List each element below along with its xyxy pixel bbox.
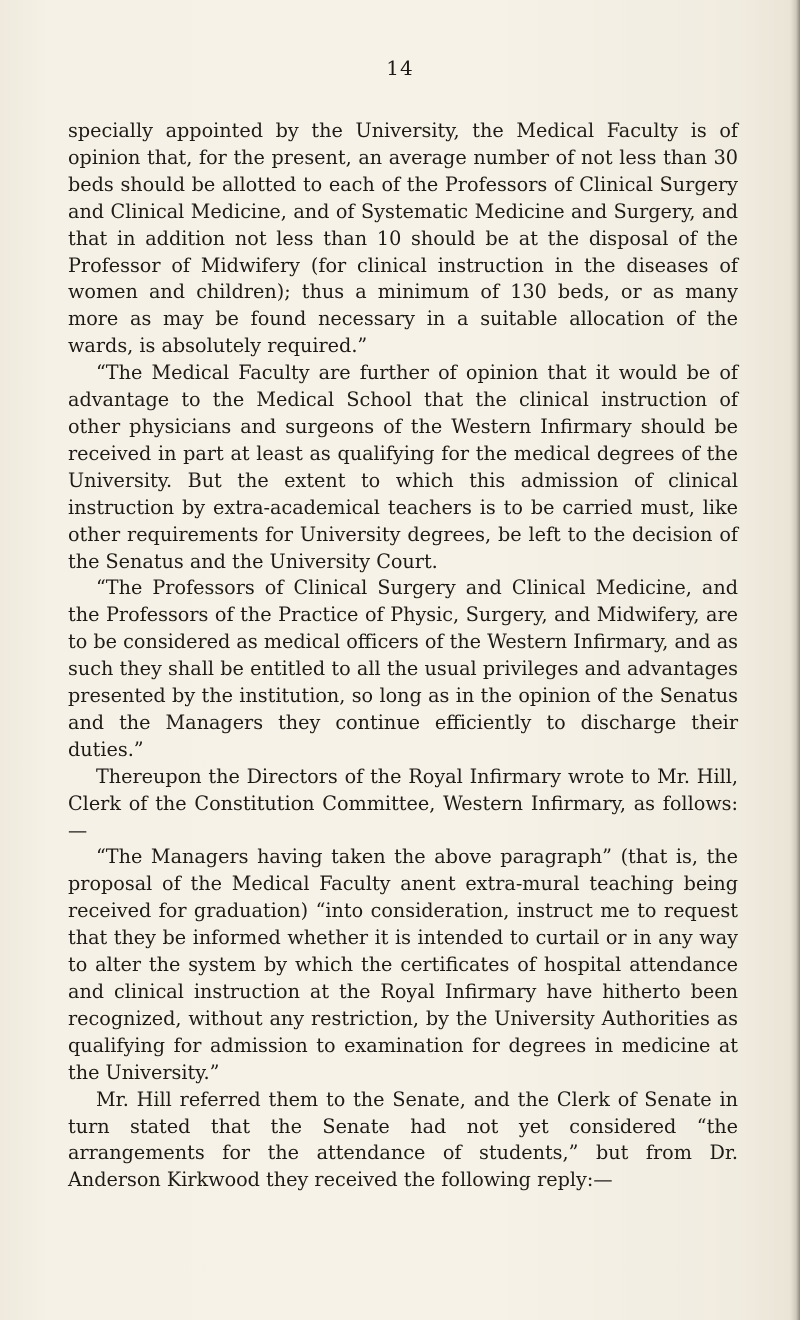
body-text: [68, 118, 738, 1194]
paragraph: specially appointed by the University, the Medical Faculty is of opinion that, for the present, an average number of not less than 30 beds should be allotted to each of the Professors of Clinical Surgery and Clinical Medicine, and of Systematic Medicine and Surgery, and that in addition not less than 10 should be at the disposal of the Professor of Midwifery (for clinical instruction in the diseases of women and children); thus a minimum of 130 beds, or as many more as may be found necessary in a suitable allocation of the wards, is absolutely required.”: [68, 119, 738, 358]
paragraph: Thereupon the Directors of the Royal Infirmary wrote to Mr. Hill, Clerk of the Constitution Committee, Western Infirmary, as follows:—: [68, 764, 738, 842]
page-edge-shadow: [790, 0, 800, 1320]
paragraph: Mr. Hill referred them to the Senate, and the Clerk of Senate in turn stated that the Senate had not yet considered “the arrangements for the attendance of students,” but from Dr. Anderson Kirkwood they received the following reply:—: [68, 1087, 738, 1192]
page-number: 14: [386, 56, 414, 80]
paragraph: “The Managers having taken the above paragraph” (that is, the proposal of the Medical Faculty anent extra-mural teaching being received for graduation) “into consideration, instruct me to request that they be informed whether it is intended to curtail or in any way to alter the system by which the certificates of hospital attendance and clinical instruction at the Royal Infirmary have hitherto been recognized, without any restriction, by the University Authorities as qualifying for admission to examination for degrees in medicine at the University.”: [68, 845, 738, 1084]
paragraph: “The Medical Faculty are further of opinion that it would be of advantage to the Medical School that the clinical instruction of other physicians and surgeons of the Western Infirmary should be received in part at least as qualifying for the medical degrees of the University. But the extent to which this admission of clinical instruction by extra-academical teachers is to be carried must, like other requirements for University degrees, be left to the decision of the Senatus and the University Court.: [68, 361, 738, 573]
paragraph: “The Professors of Clinical Surgery and Clinical Medicine, and the Professors of the Practice of Physic, Surgery, and Midwifery, are to be considered as medical officers of the Western Infirmary, and as such they shall be entitled to all the usual privileges and advantages presented by the institution, so long as in the opinion of the Senatus and the Managers they continue efficiently to discharge their duties.”: [68, 576, 738, 761]
